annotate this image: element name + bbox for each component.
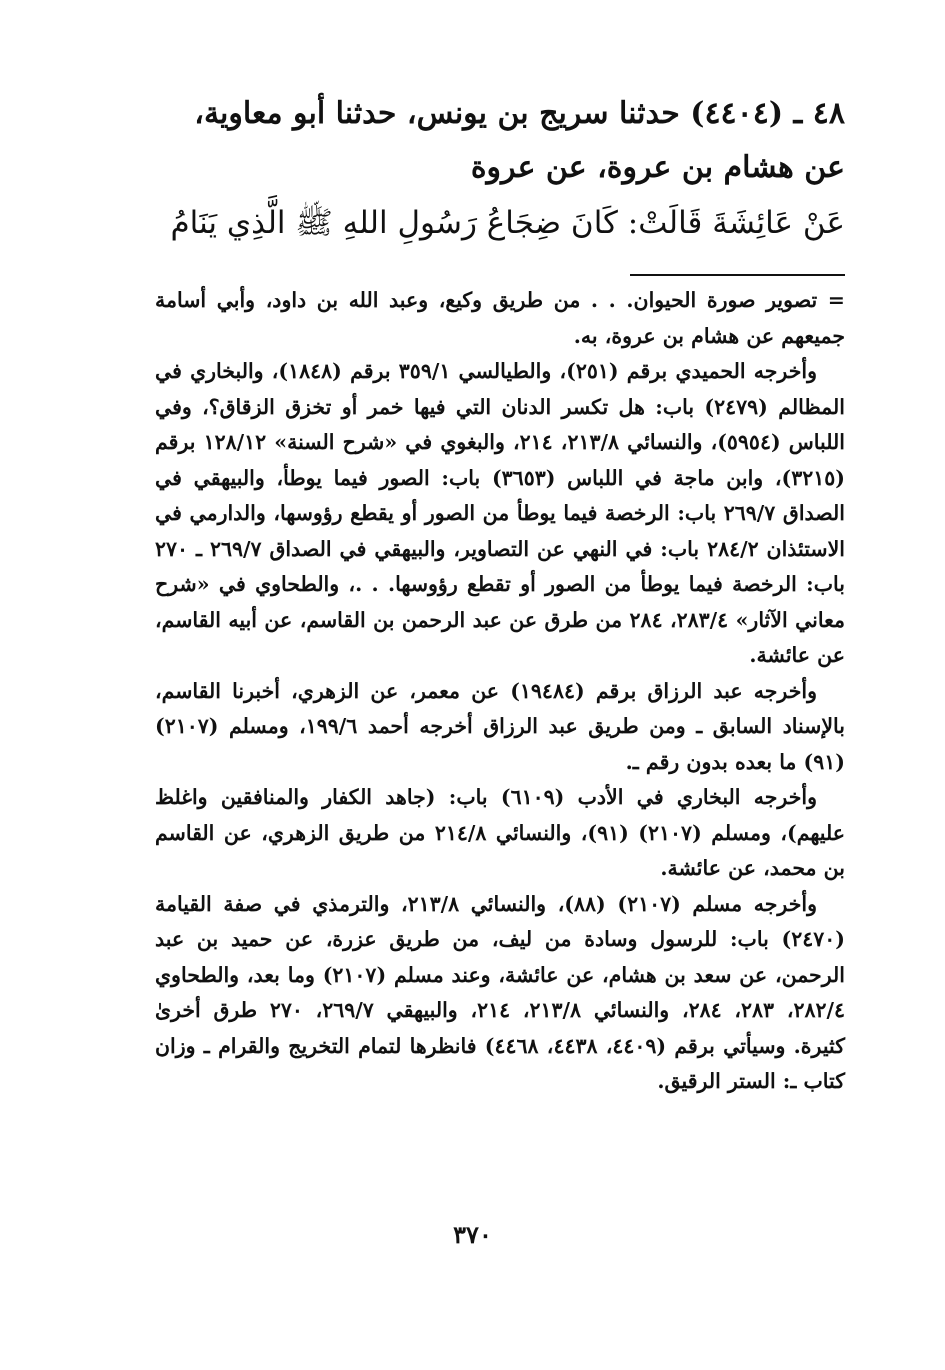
footnote-paragraph: وأخرجه الحميدي برقم (٢٥١)، والطيالسي ٣٥٩/١ برقم (١٨٤٨)، والبخاري في المظالم (٢٤٧٩) باب: هل تكسر الدنان التي فيها خمر أو تخزق الزقاق؟، وفي اللباس (٥٩٥٤)، والنسائي ٢١٣/٨، ٢١٤، والبغوي في «شرح السنة» ١٢٨/١٢ برقم (٣٢١٥)، وابن ماجة في اللباس (٣٦٥٣) باب: الصور فيما يوطأ، والبيهقي في الصداق ٢٦٩/٧ باب: الرخصة فيما يوطأ من الصور أو يقطع رؤوسها، والدارمي في الاستئذان ٢٨٤/٢ باب: في النهي عن التصاوير، والبيهقي في الصداق ٢٦٩/٧ ـ ٢٧٠ باب: الرخصة فيما يوطأ من الصور أو تقطع رؤوسها. . .، والطحاوي في «شرح معاني الآثار» ٢٨٣/٤، ٢٨٤ من طرق عن عبد الرحمن بن القاسم، عن أبيه القاسم، عن عائشة. [155,359,845,667]
hadith-chain-line-2: عن هشام بن عروة، عن عروة [470,150,845,185]
page-number: ٣٧٠ [453,1220,492,1249]
footnote-paragraph: = تصوير صورة الحيوان. . . من طريق وكيع، وعبد الله بن داود، وأبي أسامة جميعهم عن هشام بن عروة، به. [155,288,845,348]
footnotes-section [155,283,845,1100]
footnote-divider [630,274,845,276]
footnote-paragraph: وأخرجه عبد الرزاق برقم (١٩٤٨٤) عن معمر، عن الزهري، أخبرنا القاسم، بالإسناد السابق ـ ومن طريق عبد الرزاق أخرجه أحمد ١٩٩/٦، ومسلم (٢١٠٧) (٩١) ما بعده بدون رقم ـ. [155,678,845,774]
hadith-text: عَنْ عَائِشَةَ قَالَتْ: كَانَ ضِجَاعُ رَسُولِ اللهِ ﷺ الَّذِي يَنَامُ [170,205,845,241]
hadith-chain-line-1: ٤٨ ـ (٤٤٠٤) حدثنا سريج بن يونس، حدثنا أبو معاوية، [194,96,845,131]
footnote-paragraph: وأخرجه مسلم (٢١٠٧) (٨٨)، والنسائي ٢١٣/٨، والترمذي في صفة القيامة (٢٤٧٠) باب: للرسول وسادة من ليف، من طريق عزرة، عن حميد بن عبد الرحمن، عن سعد بن هشام، عن عائشة، وعند مسلم (٢١٠٧) وما بعد، والطحاوي ٢٨٢/٤، ٢٨٣، ٢٨٤، والنسائي ٢١٣/٨، ٢١٤، والبيهقي ٢٦٩/٧، ٢٧٠ طرق أخرىٰ كثيرة. وسيأتي برقم (٤٤٠٩، ٤٤٣٨، ٤٤٦٨) فانظرها لتمام التخريج والقرام ـ وزان كتاب ـ: الستر الرقيق. [155,891,845,1093]
footnote-paragraph: وأخرجه البخاري في الأدب (٦١٠٩) باب: (جاهد الكفار والمنافقين واغلظ عليهم)، ومسلم (٢١٠٧) (٩١)، والنسائي ٢١٤/٨ من طريق الزهري، عن القاسم بن محمد، عن عائشة. [155,785,845,880]
